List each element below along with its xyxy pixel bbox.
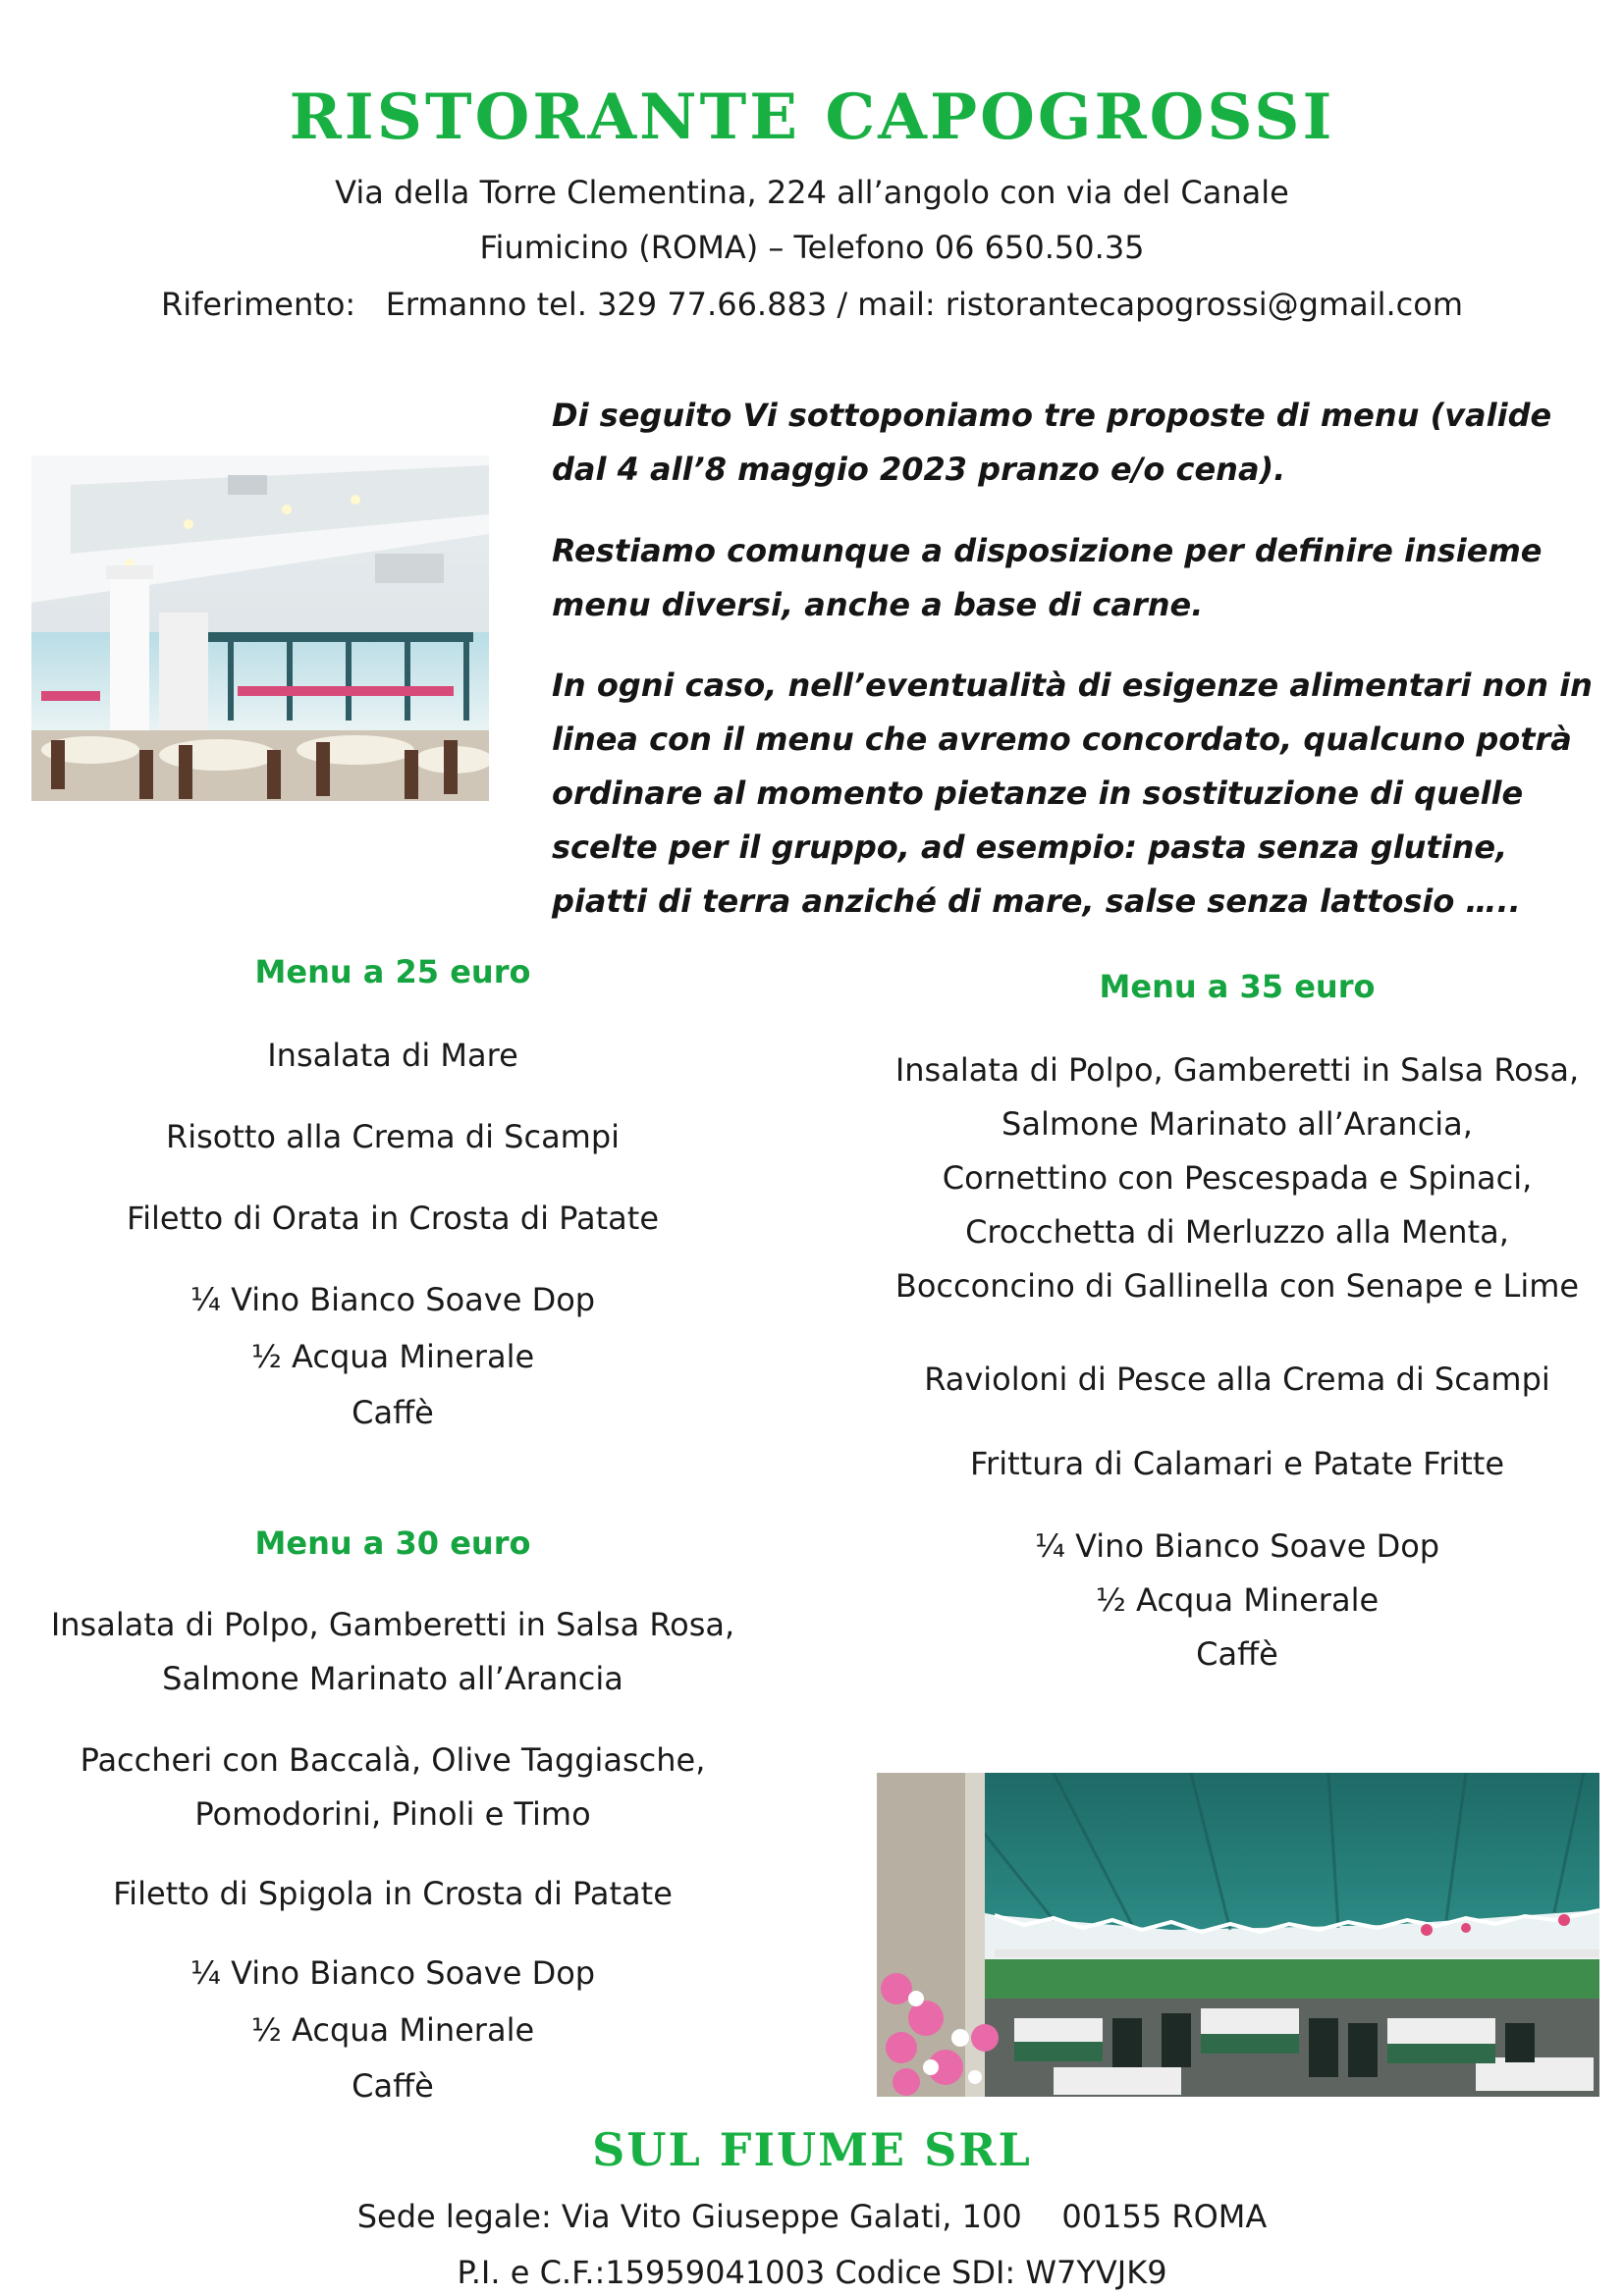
menu-25-drink-3: Caffè [352,1394,434,1431]
menu-35-drink-3: Caffè [1196,1635,1278,1673]
menu-25-dish-1: Insalata di Mare [267,1037,518,1074]
legal-address: Sede legale: Via Vito Giuseppe Galati, 100 00155 ROMA [356,2198,1268,2235]
menu-30-title: Menu a 30 euro [254,1524,531,1562]
menu-25-drink-2: ½ Acqua Minerale [250,1338,535,1375]
menu-35-dish-1c: Cornettino con Pescespada e Spinaci, [942,1159,1533,1197]
menu-35-dish-1a: Insalata di Polpo, Gamberetti in Salsa Rosa, [894,1051,1580,1089]
menu-30-drink-2: ½ Acqua Minerale [250,2011,535,2049]
menu-30-drink-3: Caffè [352,2067,434,2105]
menu-35-drink-1: ¼ Vino Bianco Soave Dop [1034,1527,1440,1565]
address-line: Via della Torre Clementina, 224 all’angolo con via del Canale [335,174,1289,211]
menu-35-dish-3: Frittura di Calamari e Patate Fritte [969,1445,1505,1482]
menu-30-dish-2a: Paccheri con Baccalà, Olive Taggiasche, [80,1741,706,1779]
intro-paragraph-1: Di seguito Vi sottoponiamo tre proposte di menu (valide dal 4 all’8 maggio 2023 pranzo e/o cena). [552,397,1552,488]
menu-25-dish-3: Filetto di Orata in Crosta di Patate [127,1200,659,1237]
menu-25-drink-1: ¼ Vino Bianco Soave Dop [189,1281,596,1318]
restaurant-interior-photo [31,455,489,801]
menu-30-dish-2b: Pomodorini, Pinoli e Timo [194,1795,591,1833]
menu-35-drink-2: ½ Acqua Minerale [1095,1581,1380,1619]
restaurant-title: RISTORANTE CAPOGROSSI [289,80,1335,154]
menu-35-dish-1b: Salmone Marinato all’Arancia, [1001,1105,1473,1143]
menu-25-dish-2: Risotto alla Crema di Scampi [165,1118,621,1155]
menu-30-dish-3: Filetto di Spigola in Crosta di Patate [113,1875,673,1912]
intro-paragraph-3: In ogni caso, nell’eventualità di esigenze alimentari non in linea con il menu che avremo concordato, qualcuno potrà ordinare al momento pietanze in sostituzione di quelle scelte per il gruppo, ad esempio: pasta senza glutine, piatti di terra anziché di mare, salse senza lattosio ….. [552,667,1593,920]
company-name: SUL FIUME SRL [592,2123,1032,2176]
menu-35-dish-2: Ravioloni di Pesce alla Crema di Scampi [924,1361,1550,1398]
restaurant-terrace-photo [877,1773,1599,2097]
reference-line: Riferimento: Ermanno tel. 329 77.66.883 / mail: ristorantecapogrossi@gmail.com [161,286,1463,323]
menu-25-title: Menu a 25 euro [254,953,531,990]
menu-35-dish-1e: Bocconcino di Gallinella con Senape e Lime [894,1267,1580,1305]
tax-info: P.I. e C.F.:15959041003 Codice SDI: W7YVJK9 [457,2254,1167,2291]
intro-paragraph-2: Restiamo comunque a disposizione per definire insieme menu diversi, anche a base di carne. [552,532,1543,623]
city-phone-line: Fiumicino (ROMA) – Telefono 06 650.50.35 [479,229,1145,266]
menu-35-dish-1d: Crocchetta di Merluzzo alla Menta, [965,1213,1509,1251]
menu-35-title: Menu a 35 euro [1099,968,1376,1005]
menu-30-dish-1b: Salmone Marinato all’Arancia [162,1660,623,1697]
menu-25-section [20,952,766,991]
menu-30-dish-1a: Insalata di Polpo, Gamberetti in Salsa Rosa, [50,1606,735,1643]
menu-30-drink-1: ¼ Vino Bianco Soave Dop [189,1954,596,1992]
